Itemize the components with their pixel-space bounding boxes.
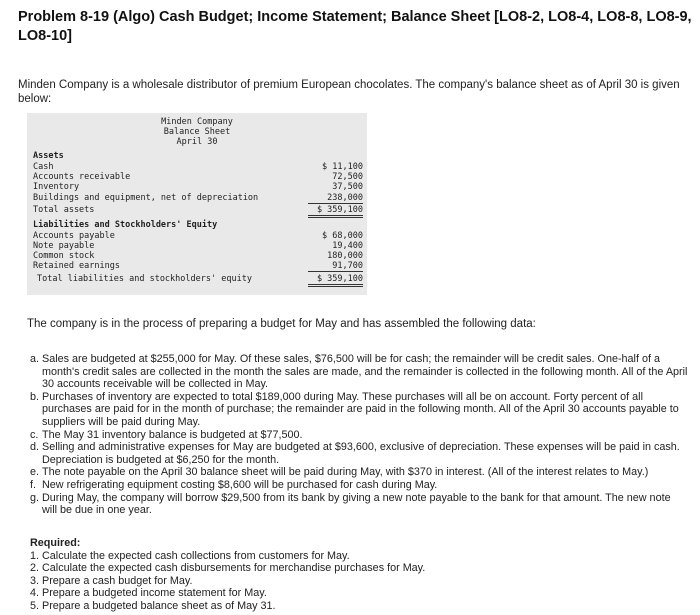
asset-label: Buildings and equipment, net of depreciation xyxy=(33,193,259,203)
list-item xyxy=(30,391,688,429)
total-le-amount: $ 359,100 xyxy=(308,274,363,287)
item-text: During May, the company will borrow $29,500 from its bank by giving a new note payable to the bank for that amount. The new note will be due in one year. xyxy=(42,491,671,517)
list-item xyxy=(30,353,688,391)
liability-row xyxy=(33,241,363,251)
liability-label: Retained earnings xyxy=(33,261,120,271)
liability-amount: 19,400 xyxy=(332,241,363,251)
required-item: 3. Prepare a cash budget for May. xyxy=(30,574,193,587)
asset-amount: $ 11,100 xyxy=(322,162,363,172)
total-assets-amount: $ 359,100 xyxy=(308,205,363,218)
required-item: 2. Calculate the expected cash disbursements for merchandise purchases for May. xyxy=(30,562,426,575)
item-text: Sales are budgeted at $255,000 for May. Of these sales, $76,500 will be for cash; the remainder will be credit sales. One-half of a month's credit sales are collected in the month the sales are made, and the remainder is collected in the following month. All of the April 30 accounts receivable will be collected in May. xyxy=(42,353,688,391)
liability-row xyxy=(33,251,363,261)
intro-text: Minden Company is a wholesale distributor of premium European chocolates. The company's balance sheet as of April 30 is given below: xyxy=(18,79,680,105)
list-item xyxy=(30,466,688,479)
item-tag: a. xyxy=(30,353,40,365)
liability-amount: 180,000 xyxy=(327,251,363,261)
statement-name: Balance Sheet xyxy=(163,127,231,137)
liability-amount: 91,700 xyxy=(308,261,363,272)
asset-label: Inventory xyxy=(33,182,80,192)
le-heading-row xyxy=(33,220,363,230)
le-heading: Liabilities and Stockholders' Equity xyxy=(33,220,218,230)
item-tag: f. xyxy=(30,478,36,491)
item-tag: c. xyxy=(30,428,39,441)
liability-label: Accounts payable xyxy=(33,231,115,241)
asset-label: Accounts receivable xyxy=(33,172,131,182)
list-item xyxy=(30,429,688,442)
asset-row xyxy=(33,182,363,192)
item-tag: b. xyxy=(30,390,40,403)
list-item xyxy=(30,492,688,517)
required-section xyxy=(30,537,630,613)
asset-amount: 238,000 xyxy=(308,193,363,204)
company-name: Minden Company xyxy=(161,117,233,127)
asset-label: Cash xyxy=(33,162,54,172)
liability-amount: $ 68,000 xyxy=(322,231,363,241)
liability-row xyxy=(33,261,363,271)
required-item: 1. Calculate the expected cash collections from customers for May. xyxy=(30,549,350,562)
required-item: 5. Prepare a budgeted balance sheet as of May 31. xyxy=(30,599,276,612)
balance-sheet-image xyxy=(27,113,367,295)
item-tag: g. xyxy=(30,491,40,504)
total-assets-label: Total assets xyxy=(33,205,95,215)
required-item: 4. Prepare a budgeted income statement for May. xyxy=(30,587,267,600)
asset-amount: 72,500 xyxy=(332,172,363,182)
item-text: New refrigerating equipment costing $8,600 will be purchased for cash during May. xyxy=(42,478,438,491)
list-item xyxy=(30,441,688,466)
statement-date: April 30 xyxy=(176,137,218,147)
liability-label: Common stock xyxy=(33,251,95,261)
total-assets-row xyxy=(33,205,363,215)
item-tag: e. xyxy=(30,466,40,479)
item-tag: d. xyxy=(30,441,40,454)
assets-heading-row xyxy=(33,151,363,161)
balance-sheet-header xyxy=(27,117,367,147)
item-text: Purchases of inventory are expected to total $189,000 during May. These purchases will all be on account. Forty percent of all purchases are paid for in the month of purchase; the remainder are paid in the following month. All of the April 30 accounts payable to suppliers will be paid during May. xyxy=(42,390,679,428)
liability-label: Note payable xyxy=(33,241,95,251)
asset-amount: 37,500 xyxy=(332,182,363,192)
item-text: The note payable on the April 30 balance sheet will be paid during May, with $370 in interest. (All of the interest relates to May.) xyxy=(42,466,649,479)
list-item xyxy=(30,479,688,492)
required-heading: Required: xyxy=(30,537,81,549)
asset-row xyxy=(33,162,363,172)
liability-row xyxy=(33,231,363,241)
data-items-list xyxy=(30,353,688,517)
lead-in-text: The company is in the process of preparing a budget for May and has assembled the following data: xyxy=(27,318,536,330)
asset-row xyxy=(33,193,363,203)
total-le-label: Total liabilities and stockholders' equity xyxy=(37,274,252,284)
asset-row xyxy=(33,172,363,182)
item-text: Selling and administrative expenses for May are budgeted at $93,600, exclusive of depreciation. These expenses will be paid in cash. Depreciation is budgeted at $6,250 for the month. xyxy=(42,441,680,466)
problem-title: Problem 8-19 (Algo) Cash Budget; Income Statement; Balance Sheet [LO8-2, LO8-4, LO8-8, LO8-9, LO8-10] xyxy=(18,9,692,44)
item-text: The May 31 inventory balance is budgeted at $77,500. xyxy=(42,428,303,441)
assets-heading: Assets xyxy=(33,151,64,161)
total-le-row xyxy=(33,274,363,284)
